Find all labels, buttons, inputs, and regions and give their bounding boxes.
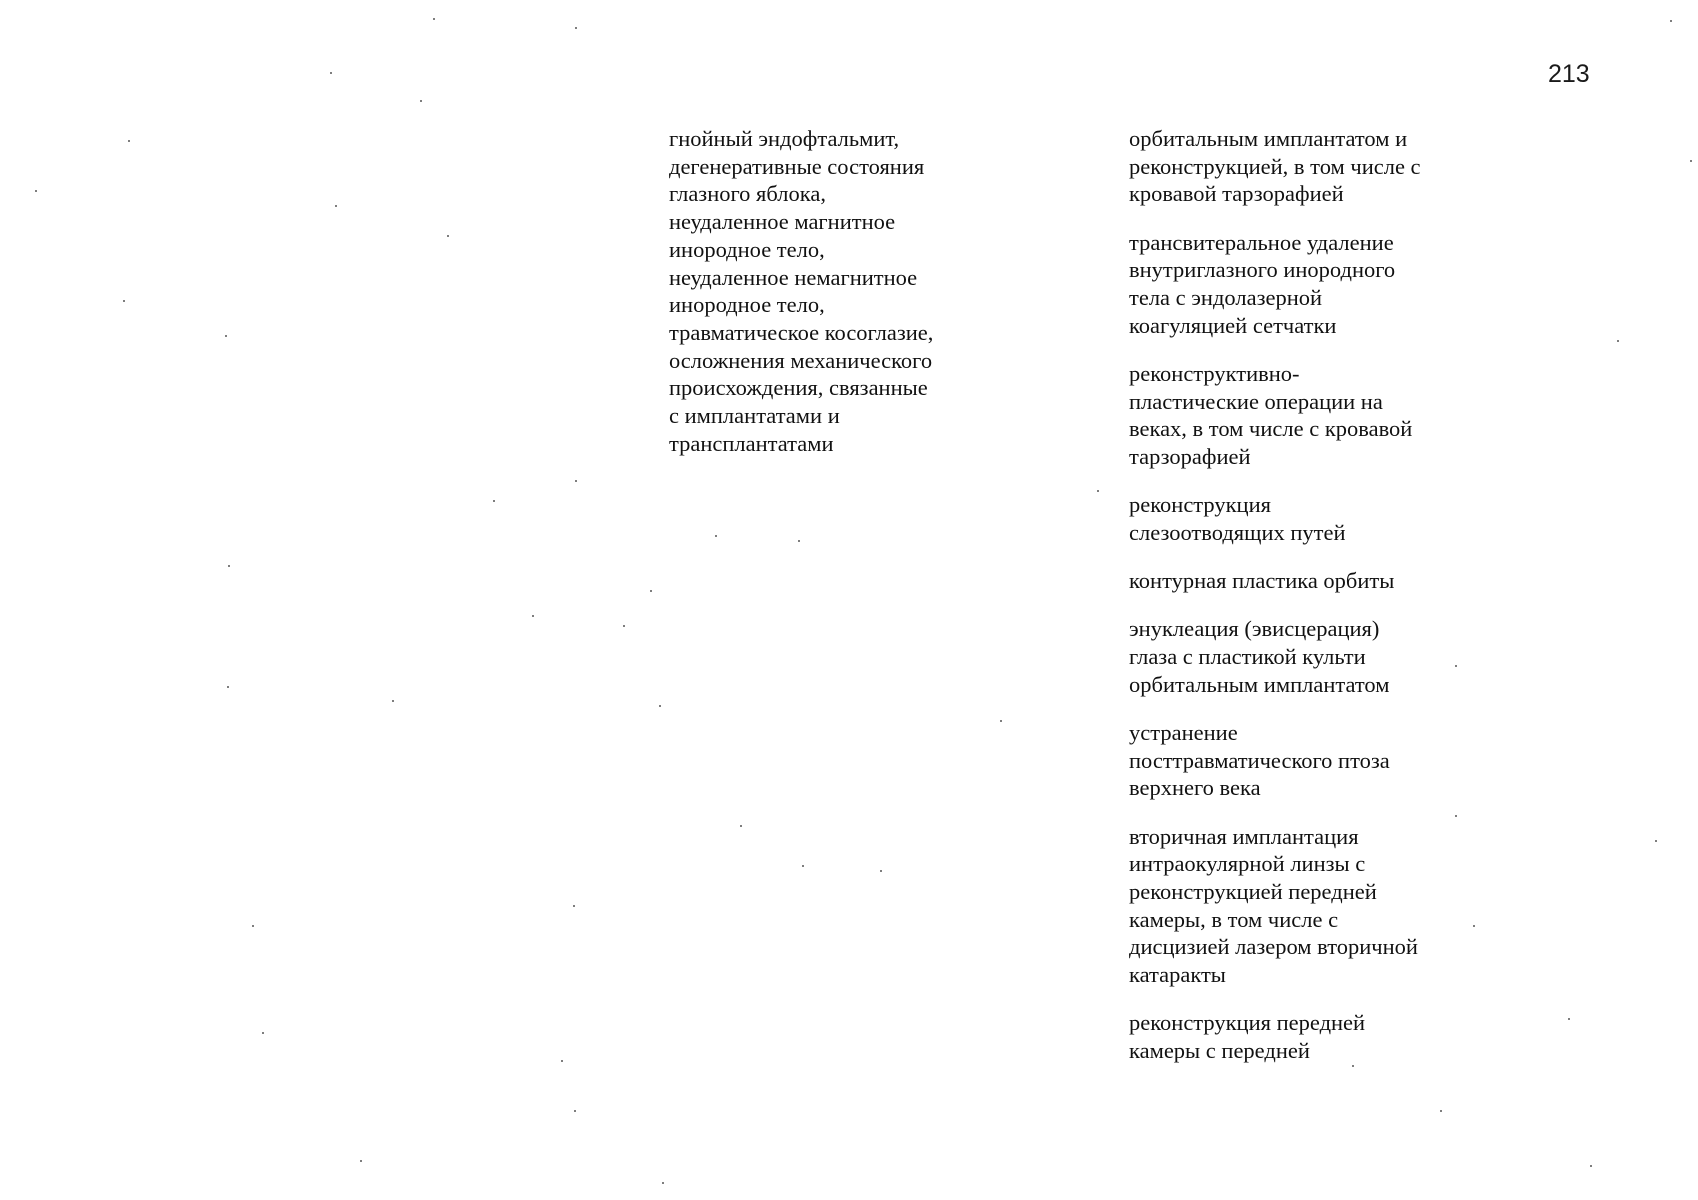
treatment-item [1129, 719, 1469, 802]
text-line: веках, в том числе с кровавой [1129, 416, 1413, 442]
treatment-item [1129, 360, 1469, 471]
text-line: интраокулярной линзы с [1129, 851, 1366, 877]
page-number: 213 [1548, 60, 1590, 88]
text-line: энуклеация (эвисцерация) [1129, 616, 1380, 642]
text-line: реконструкция передней [1129, 1010, 1366, 1036]
text-line: с имплантатами и [669, 403, 840, 429]
text-line: орбитальным имплантатом [1129, 671, 1390, 697]
text-line: слезоотводящих путей [1129, 519, 1346, 545]
left-column [669, 125, 999, 457]
text-line: глазного яблока, [669, 181, 826, 207]
text-line: глаза с пластикой культи [1129, 644, 1366, 670]
text-line: осложнения механического [669, 347, 933, 373]
treatment-item [1129, 823, 1469, 989]
text-line: вторичная имплантация [1129, 823, 1359, 849]
text-line: инородное тело, [669, 292, 825, 318]
text-line: травматическое косоглазие, [669, 319, 934, 345]
text-line: внутриглазного инородного [1129, 257, 1396, 283]
text-line: катаракты [1129, 962, 1226, 988]
text-line: неудаленное магнитное [669, 209, 896, 235]
text-line: трансвитеральное удаление [1129, 229, 1394, 255]
text-line: дисцизией лазером вторичной [1129, 934, 1418, 960]
treatment-item [1129, 1009, 1469, 1064]
treatment-item [1129, 229, 1469, 340]
treatment-item [1129, 491, 1469, 546]
text-line: реконструкцией, в том числе с [1129, 153, 1421, 179]
text-line: тела с эндолазерной [1129, 285, 1323, 311]
treatment-item [1129, 615, 1469, 698]
text-line: верхнего века [1129, 775, 1261, 801]
treatment-item [1129, 567, 1469, 595]
right-column [1129, 125, 1469, 1085]
text-line: камеры, в том числе с [1129, 906, 1339, 932]
text-line: пластические операции на [1129, 388, 1383, 414]
text-line: трансплантатами [669, 430, 834, 456]
text-line: инородное тело, [669, 236, 825, 262]
text-line: камеры с передней [1129, 1037, 1310, 1063]
text-line: дегенеративные состояния [669, 153, 925, 179]
text-line: гнойный эндофтальмит, [669, 126, 900, 151]
text-line: орбитальным имплантатом и [1129, 126, 1408, 151]
text-line: посттравматического птоза [1129, 747, 1390, 773]
text-line: реконструкцией передней [1129, 878, 1377, 904]
text-line: коагуляцией сетчатки [1129, 312, 1337, 338]
text-line: реконструктивно- [1129, 360, 1300, 386]
text-line: контурная пластика орбиты [1129, 568, 1395, 594]
text-line: происхождения, связанные [669, 375, 928, 401]
text-line: устранение [1129, 719, 1238, 745]
treatment-item [1129, 125, 1469, 208]
text-line: неудаленное немагнитное [669, 264, 918, 290]
text-line: тарзорафией [1129, 444, 1251, 470]
text-line: реконструкция [1129, 492, 1271, 518]
diagnosis-list [669, 125, 999, 457]
text-line: кровавой тарзорафией [1129, 181, 1344, 207]
